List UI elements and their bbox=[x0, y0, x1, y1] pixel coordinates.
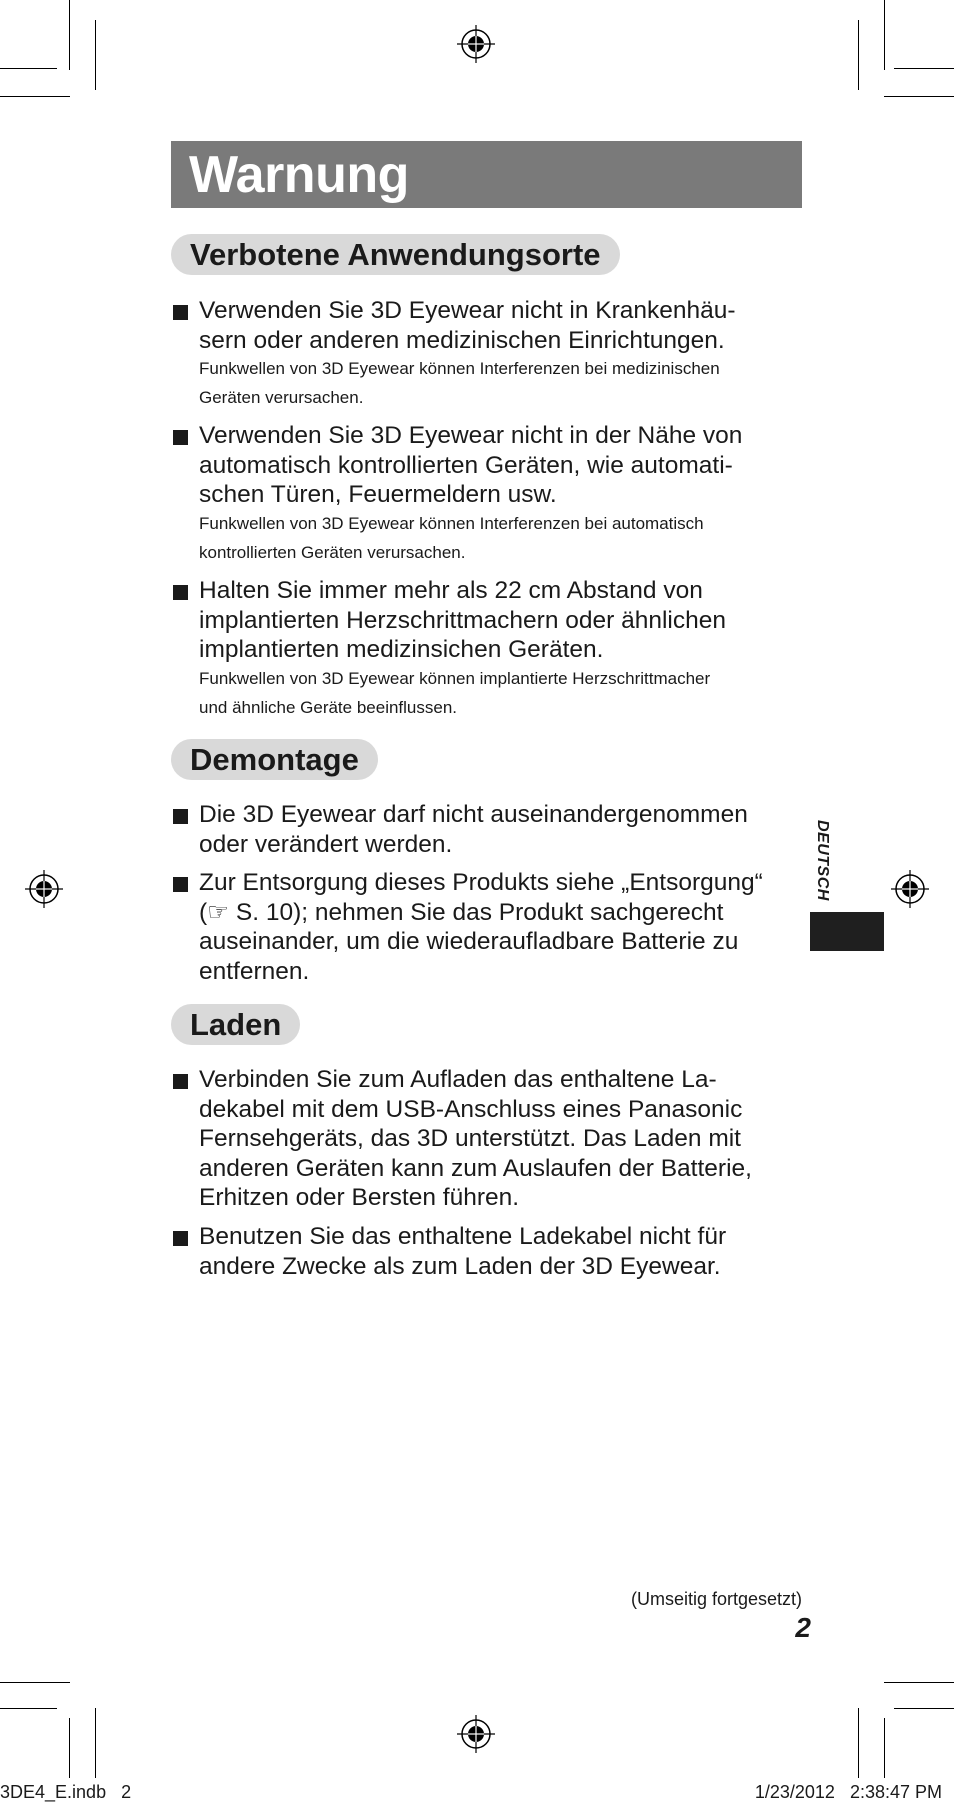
registration-mark-icon bbox=[24, 869, 64, 909]
page-number: 2 bbox=[795, 1612, 811, 1643]
warning-note: Funkwellen von 3D Eyewear können Interferenzen bei automatisch kontrollierten Geräten verursachen. bbox=[199, 513, 704, 562]
warning-text: Benutzen Sie das enthaltene Ladekabel nicht für andere Zwecke als zum Laden der 3D Eyewear. bbox=[199, 1223, 727, 1280]
crop-mark-icon bbox=[894, 1708, 954, 1709]
language-tab-marker bbox=[810, 912, 884, 951]
page-title: Warnung bbox=[189, 146, 409, 204]
footer-timestamp: 1/23/2012 2:38:47 PM bbox=[754, 1782, 942, 1802]
bullet-square-icon bbox=[173, 877, 188, 892]
warning-text: Verwenden Sie 3D Eyewear nicht in der Nähe von automatisch kontrollierten Geräten, wie automati- schen Türen, Feuermeldern usw. bbox=[199, 422, 743, 508]
crop-mark-icon bbox=[858, 1708, 859, 1778]
crop-mark-icon bbox=[884, 96, 954, 97]
registration-mark-icon bbox=[456, 1714, 496, 1754]
bullet-square-icon bbox=[173, 809, 188, 824]
warning-note: Funkwellen von 3D Eyewear können Interferenzen bei medizinischen Geräten verursachen. bbox=[199, 359, 720, 407]
section-heading-demontage: Demontage bbox=[171, 739, 378, 780]
list-item bbox=[171, 576, 811, 722]
footer-file: 3DE4_E.indb 2 bbox=[0, 1782, 132, 1802]
list-item bbox=[171, 1065, 811, 1213]
section-heading-verbotene-anwendungsorte: Verbotene Anwendungsorte bbox=[171, 234, 620, 275]
list-item bbox=[171, 800, 811, 859]
warning-note: Funkwellen von 3D Eyewear können implantierte Herzschrittmacher und ähnliche Geräte beeinflussen. bbox=[199, 668, 711, 717]
crop-mark-icon bbox=[69, 0, 70, 70]
bullet-square-icon bbox=[173, 305, 188, 320]
list-item bbox=[171, 421, 811, 567]
language-tab-label: DEUTSCH bbox=[814, 820, 831, 901]
section-heading-laden: Laden bbox=[171, 1004, 300, 1045]
crop-mark-icon bbox=[858, 20, 859, 90]
crop-mark-icon bbox=[0, 68, 57, 69]
warning-text: Halten Sie immer mehr als 22 cm Abstand von implantierten Herzschrittmachern oder ähnlichen implantierten medizinsichen Geräten. bbox=[199, 577, 727, 663]
bullet-square-icon bbox=[173, 1231, 188, 1246]
list-item bbox=[171, 868, 811, 986]
crop-mark-icon bbox=[95, 20, 96, 90]
warning-text: Zur Entsorgung dieses Produkts siehe „Entsorgung“ (☞ S. 10); nehmen Sie das Produkt sachgerecht auseinander, um die wiederaufladbare Batterie zu entfernen. bbox=[199, 869, 763, 985]
bullet-square-icon bbox=[173, 585, 188, 600]
warning-text: Verbinden Sie zum Aufladen das enthaltene La- dekabel mit dem USB-Anschluss eines Panasonic Fernsehgeräts, das 3D unterstützt. Das Laden mit anderen Geräten kann zum Auslaufen der Batterie, Erhitzen oder Bersten führen. bbox=[199, 1066, 752, 1211]
registration-mark-icon bbox=[456, 24, 496, 64]
page-title-banner bbox=[171, 141, 802, 208]
crop-mark-icon bbox=[884, 0, 885, 70]
crop-mark-icon bbox=[0, 1682, 70, 1683]
warning-text: Verwenden Sie 3D Eyewear nicht in Krankenhäu- sern oder anderen medizinischen Einrichtungen. bbox=[199, 297, 736, 354]
crop-mark-icon bbox=[69, 1718, 70, 1778]
list-item bbox=[171, 1222, 811, 1281]
crop-mark-icon bbox=[884, 1718, 885, 1778]
crop-mark-icon bbox=[0, 96, 70, 97]
crop-mark-icon bbox=[894, 68, 954, 69]
continued-note: (Umseitig fortgesetzt) bbox=[630, 1589, 802, 1609]
crop-mark-icon bbox=[95, 1708, 96, 1778]
bullet-square-icon bbox=[173, 1074, 188, 1089]
warning-text: Die 3D Eyewear darf nicht auseinandergenommen oder verändert werden. bbox=[199, 801, 748, 858]
list-item bbox=[171, 296, 811, 412]
registration-mark-icon bbox=[890, 869, 930, 909]
crop-mark-icon bbox=[884, 1682, 954, 1683]
bullet-square-icon bbox=[173, 430, 188, 445]
crop-mark-icon bbox=[0, 1708, 57, 1709]
